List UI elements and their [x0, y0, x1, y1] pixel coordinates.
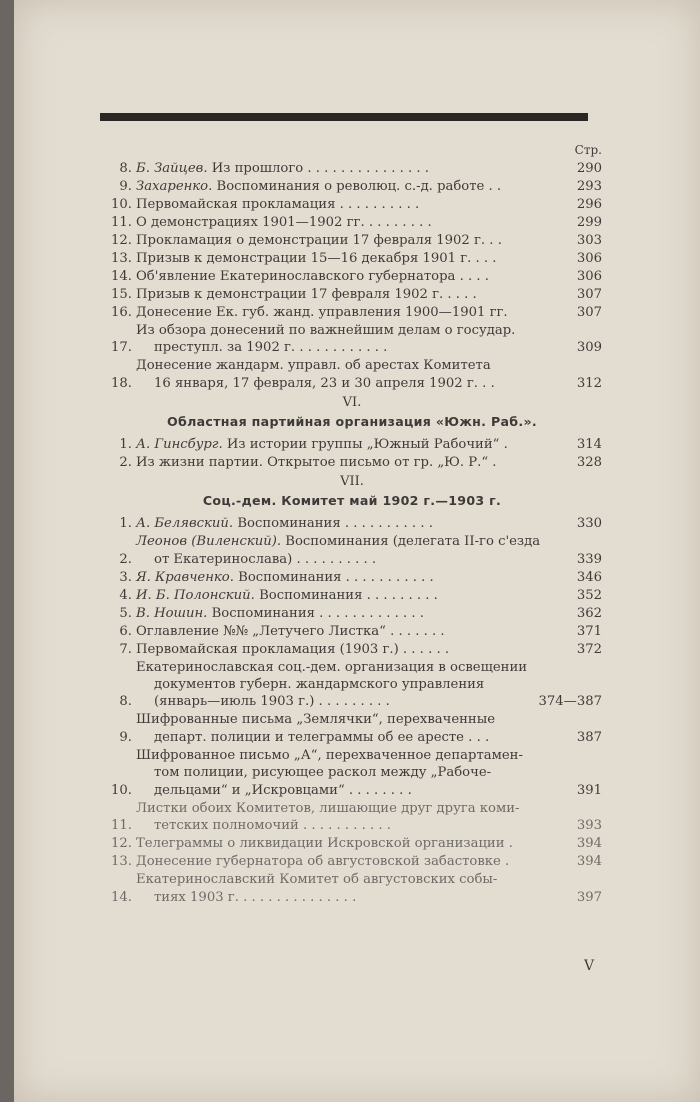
entry-title-continued: тетских полномочий . . . . . . . . . . . [154, 818, 391, 834]
entry-author: Я. Кравченко. [136, 569, 234, 585]
entry-text [136, 196, 572, 213]
entry-number: 12. [111, 836, 132, 852]
page-column-header: Стр. [574, 143, 602, 157]
entry-title: Воспоминания . . . . . . . . . . . [237, 516, 433, 532]
entry-page-number: 346 [576, 569, 602, 585]
entry-title: Об'явление Екатеринославского губернатора . . . . [136, 269, 489, 284]
entry-text [136, 214, 572, 231]
entry-title: Призыв к демонстрации 15—16 декабря 1901 г. . . . [136, 251, 497, 266]
entry-page-number: 391 [576, 782, 602, 798]
entry-text [136, 232, 572, 249]
entry-title: Воспоминания о революц. с.-д. работе . . [216, 179, 502, 194]
entry-text [136, 871, 572, 906]
entry-number: 9. [119, 179, 132, 194]
entry-page-number: 330 [576, 516, 602, 532]
entry-text [136, 250, 572, 267]
entry-text [136, 286, 572, 303]
entry-text [136, 357, 572, 392]
entry-text [136, 605, 572, 622]
entry-title: Телеграммы о ликвидации Искровской организации . [136, 836, 513, 852]
entry-page-number: 352 [576, 587, 602, 603]
entry-title: Екатеринославский Комитет об августовских собы- [136, 872, 498, 888]
entry-text [136, 160, 572, 177]
entry-title: Из жизни партии. Открытое письмо от гр. „Ю. Р.“ . [136, 455, 497, 471]
entry-page-number: 397 [576, 889, 602, 905]
entry-number: 11. [111, 215, 132, 230]
toc-entry [102, 178, 602, 195]
entry-number: 18. [111, 375, 132, 391]
entry-title: Воспоминания . . . . . . . . . . . . . [211, 605, 424, 621]
toc-entry [102, 357, 602, 392]
entry-title-continued: (январь—июль 1903 г.) . . . . . . . . . [154, 694, 390, 710]
entry-title: Прокламация о демонстрации 17 февраля 1902 г. . . [136, 233, 502, 248]
toc-entry [102, 800, 602, 835]
book-page [14, 0, 700, 1102]
entry-page-number: 328 [576, 455, 602, 471]
toc-entry [102, 250, 602, 267]
entry-text [136, 268, 572, 285]
entry-text [136, 711, 572, 746]
toc-entry [102, 747, 602, 799]
entry-title: Листки обоих Комитетов, лишающие друг друга коми- [136, 800, 520, 816]
entry-author: В. Ношин. [136, 605, 208, 621]
entry-text [136, 304, 572, 321]
entry-page-number: 394 [576, 854, 602, 870]
entry-title-continued: дельцами“ и „Искровцами“ . . . . . . . . [154, 782, 412, 798]
entry-text [136, 641, 572, 658]
toc-entry [102, 454, 602, 471]
toc-entry [102, 304, 602, 321]
toc-entry [102, 533, 602, 568]
entry-number: 6. [119, 623, 132, 639]
entry-text [136, 659, 538, 711]
entry-page-number: 293 [576, 179, 602, 194]
entry-number: 1. [119, 516, 132, 532]
entry-page-number: 290 [576, 161, 602, 176]
entry-author: Захаренко. [136, 179, 213, 194]
toc-entry [102, 711, 602, 746]
entry-page-number: 306 [576, 269, 602, 284]
entry-title: Призыв к демонстрации 17 февраля 1902 г. . . . . [136, 287, 477, 302]
entry-title: Воспоминания (делегата II-го с'езда [285, 534, 541, 550]
entries-top [102, 160, 602, 392]
entry-author: И. Б. Полонский. [136, 587, 255, 603]
entry-page-number: 393 [576, 818, 602, 834]
entry-number: 17. [111, 340, 132, 356]
entry-title-continued: преступл. за 1902 г. . . . . . . . . . . . [154, 340, 388, 356]
entry-number: 3. [119, 569, 132, 585]
entry-title: Екатеринославская соц.-дем. организация в освещении [136, 659, 528, 675]
toc-entry [102, 214, 602, 231]
entry-number: 14. [111, 889, 132, 905]
toc-entry [102, 232, 602, 249]
entry-page-number: 306 [576, 251, 602, 266]
section-number-6: VI. [342, 395, 362, 411]
toc-entry [102, 835, 602, 852]
entry-page-number: 303 [576, 233, 602, 248]
entry-text [136, 835, 572, 852]
entry-number: 10. [111, 782, 132, 798]
entry-number: 9. [119, 729, 132, 745]
section-number-7: VII. [340, 474, 364, 490]
entry-number: 8. [119, 694, 132, 710]
entry-number: 8. [119, 161, 132, 176]
entry-author: А. Белявский. [136, 516, 234, 532]
entry-author: Леонов (Виленский). [136, 534, 282, 550]
entry-text [136, 533, 572, 568]
entry-title: Донесение жандарм. управл. об арестах Комитета [136, 358, 491, 374]
entry-title: Оглавление №№ „Летучего Листка“ . . . . . . . [136, 623, 445, 639]
entry-number: 4. [119, 587, 132, 603]
toc-entry [102, 641, 602, 658]
toc-entry [102, 605, 602, 622]
entry-page-number: 314 [576, 437, 602, 453]
entry-author: Б. Зайцев. [136, 161, 208, 176]
entry-title: Донесение губернатора об августовской забастовке . [136, 854, 510, 870]
entry-number: 7. [119, 641, 132, 657]
entry-number: 1. [119, 437, 132, 453]
entry-number: 13. [111, 854, 132, 870]
entry-number: 12. [111, 233, 132, 248]
toc-entry [102, 515, 602, 532]
entry-title: Первомайская прокламация (1903 г.) . . . . . . [136, 641, 450, 657]
entry-number: 2. [119, 551, 132, 567]
entry-page-number: 387 [576, 729, 602, 745]
entry-text [136, 747, 572, 799]
entry-title: О демонстрациях 1901—1902 гг. . . . . . . . . [136, 215, 432, 230]
entry-text [136, 587, 572, 604]
entry-title-continued: 16 января, 17 февраля, 23 и 30 апреля 1902 г. . . [154, 375, 495, 391]
toc-entry [102, 160, 602, 177]
entries-mid [102, 436, 602, 471]
entry-page-number: 309 [576, 340, 602, 356]
entry-author: А. Гинсбург. [136, 437, 223, 453]
entry-page-number: 374—387 [538, 694, 602, 710]
page-folio: V [584, 958, 595, 974]
entry-title: Донесение Ек. губ. жанд. управления 1900—1901 гг. [136, 305, 508, 320]
toc-entry [102, 871, 602, 906]
entry-title: Из обзора донесений по важнейшим делам о государ. [136, 323, 516, 338]
toc-entry [102, 322, 602, 357]
entry-title: Шифрованные письма „Землячки“, перехваченные [136, 712, 496, 728]
entry-number: 14. [111, 269, 132, 284]
entry-text [136, 800, 572, 835]
entry-page-number: 362 [576, 605, 602, 621]
entry-title-continued: том полиции, рисующее раскол между „Рабоче- [154, 765, 492, 781]
entry-title-continued: департ. полиции и телеграммы об ее аресте . . . [154, 729, 490, 745]
toc-entry [102, 569, 602, 586]
entry-title: Первомайская прокламация . . . . . . . . . . [136, 197, 420, 212]
toc-entry [102, 286, 602, 303]
entry-title: Из истории группы „Южный Рабочий“ . [226, 437, 508, 453]
toc-entry [102, 196, 602, 213]
entry-page-number: 307 [576, 305, 602, 320]
entry-text [136, 569, 572, 586]
entry-number: 5. [119, 605, 132, 621]
entry-title: Воспоминания . . . . . . . . . [259, 587, 438, 603]
toc-entry [102, 436, 602, 453]
entry-text [136, 322, 572, 357]
section-title-6: Областная партийная организация «Южн. Раб.». [167, 413, 537, 429]
entry-title-continued: от Екатеринослава) . . . . . . . . . . [154, 551, 377, 567]
entry-number: 11. [111, 818, 132, 834]
top-rule [100, 113, 588, 121]
toc-entry [102, 659, 602, 711]
toc-entry [102, 623, 602, 640]
entry-title: Из прошлого . . . . . . . . . . . . . . . [211, 161, 429, 176]
entry-text [136, 853, 572, 870]
entry-text [136, 623, 572, 640]
entry-number: 16. [111, 305, 132, 320]
entry-title-continued: тиях 1903 г. . . . . . . . . . . . . . . [154, 889, 357, 905]
entry-text [136, 436, 572, 453]
entry-text [136, 454, 572, 471]
entry-number: 15. [111, 287, 132, 302]
entry-title-continued: документов губерн. жандармского управления [154, 677, 485, 693]
toc-entry [102, 268, 602, 285]
entry-title: Шифрованное письмо „А“, перехваченное департамен- [136, 747, 523, 763]
entry-page-number: 299 [576, 215, 602, 230]
toc-entry [102, 853, 602, 870]
entry-page-number: 296 [576, 197, 602, 212]
entry-page-number: 372 [576, 641, 602, 657]
entry-number: 13. [111, 251, 132, 266]
entry-page-number: 371 [576, 623, 602, 639]
entry-number: 2. [119, 455, 132, 471]
entry-title: Воспоминания . . . . . . . . . . . [238, 569, 434, 585]
entry-page-number: 339 [576, 551, 602, 567]
entries-bottom [102, 515, 602, 906]
entry-text [136, 178, 572, 195]
toc-entry [102, 587, 602, 604]
table-of-contents [102, 142, 602, 907]
entry-page-number: 312 [576, 375, 602, 391]
section-title-7: Соц.-дем. Комитет май 1902 г.—1903 г. [202, 492, 502, 508]
entry-page-number: 307 [576, 287, 602, 302]
entry-page-number: 394 [576, 836, 602, 852]
entry-text [136, 515, 572, 532]
entry-number: 10. [111, 197, 132, 212]
